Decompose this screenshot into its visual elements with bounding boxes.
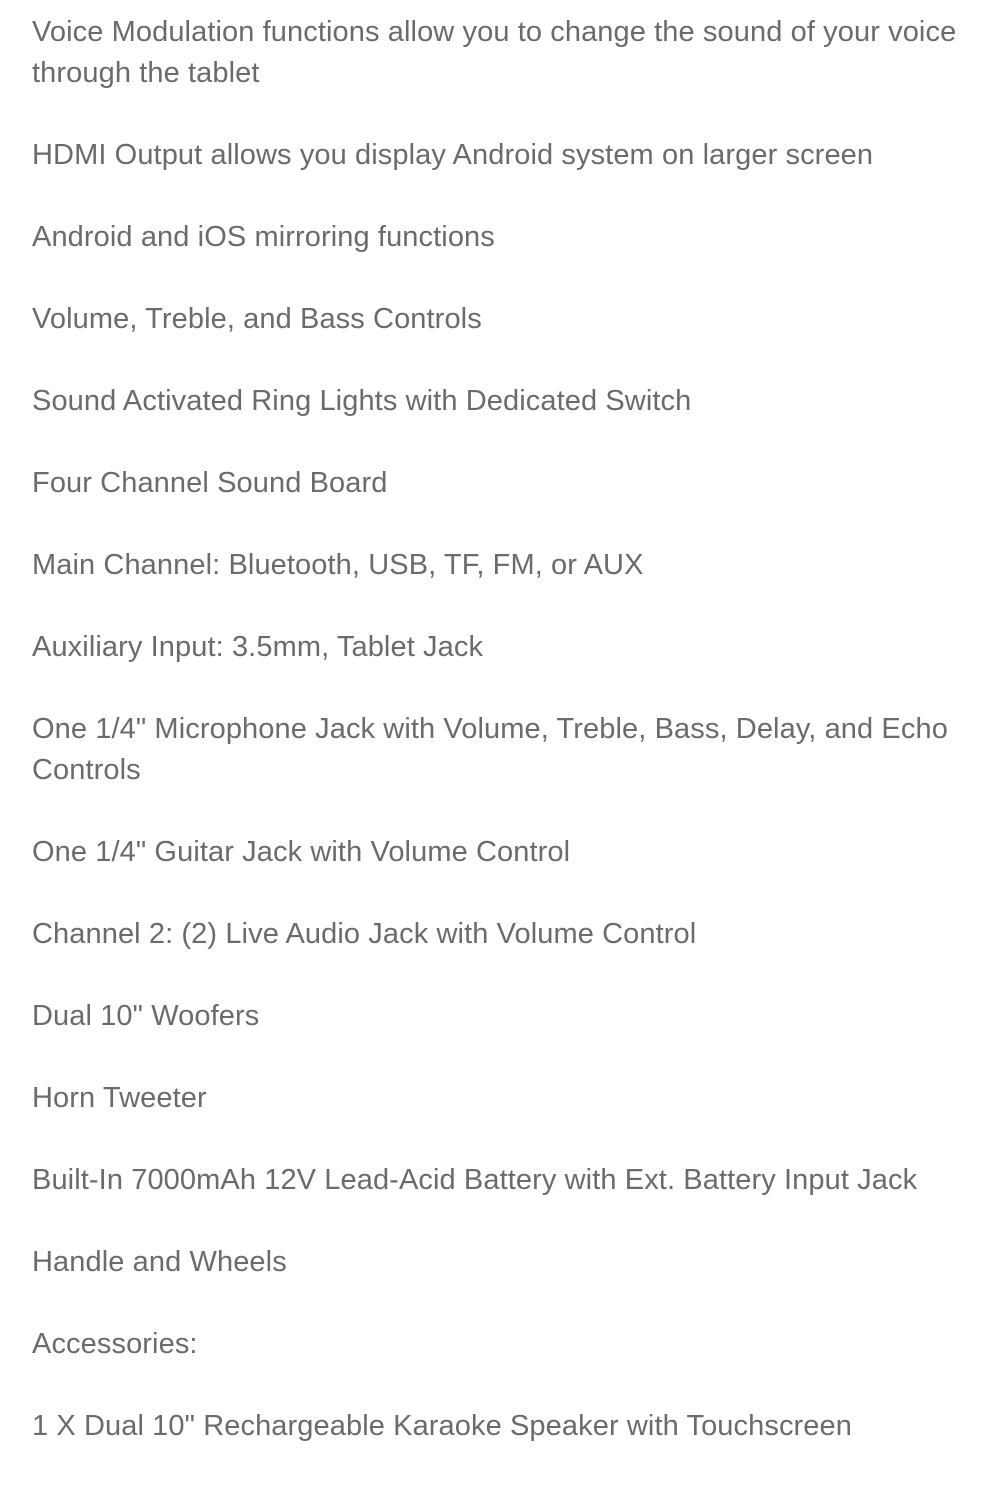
accessories-heading: Accessories:	[32, 1328, 198, 1360]
feature-sound-board: Four Channel Sound Board	[32, 467, 388, 499]
feature-hdmi-output: HDMI Output allows you display Android system on larger screen	[32, 139, 874, 171]
accessory-item: 1 X Dual 10" Rechargeable Karaoke Speaker with Touchscreen	[32, 1410, 852, 1442]
feature-microphone-jack: One 1/4" Microphone Jack with Volume, Treble, Bass, Delay, and Echo Controls	[32, 713, 948, 786]
feature-ring-lights: Sound Activated Ring Lights with Dedicated Switch	[32, 385, 692, 417]
feature-auxiliary-input: Auxiliary Input: 3.5mm, Tablet Jack	[32, 631, 484, 663]
feature-battery: Built-In 7000mAh 12V Lead-Acid Battery with Ext. Battery Input Jack	[32, 1164, 918, 1196]
feature-main-channel: Main Channel: Bluetooth, USB, TF, FM, or AUX	[32, 549, 644, 581]
feature-woofers: Dual 10" Woofers	[32, 1000, 260, 1032]
feature-guitar-jack: One 1/4" Guitar Jack with Volume Control	[32, 836, 571, 868]
feature-mirroring: Android and iOS mirroring functions	[32, 221, 495, 253]
feature-channel-2: Channel 2: (2) Live Audio Jack with Volume Control	[32, 918, 697, 950]
feature-voice-modulation: Voice Modulation functions allow you to change the sound of your voice through the tablet	[32, 16, 957, 89]
feature-tone-controls: Volume, Treble, and Bass Controls	[32, 303, 482, 335]
feature-handle-wheels: Handle and Wheels	[32, 1246, 287, 1278]
feature-tweeter: Horn Tweeter	[32, 1082, 207, 1114]
product-description	[32, 12, 962, 1488]
